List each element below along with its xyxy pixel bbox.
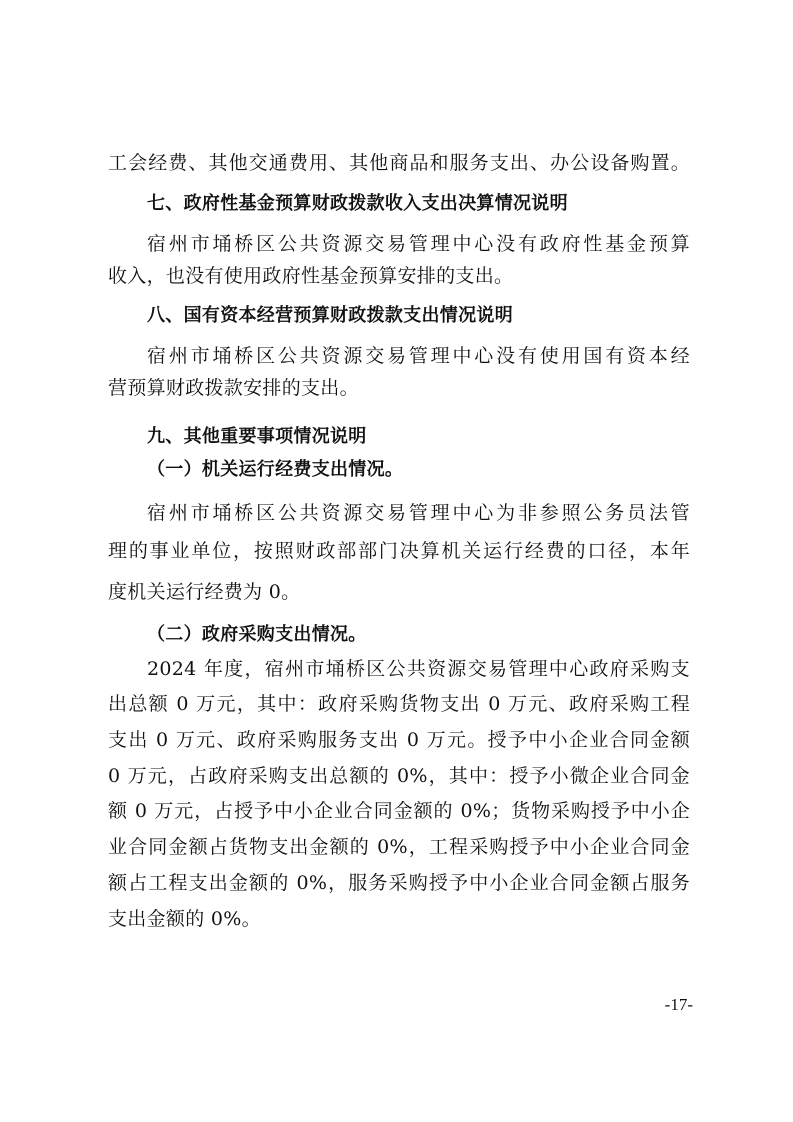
body-line: 营预算财政拨款安排的支出。 bbox=[108, 377, 359, 399]
subsection-heading-two: （二）政府采购支出情况。 bbox=[147, 624, 367, 645]
body-line: 宿州市埇桥区公共资源交易管理中心为非参照公务员法管 bbox=[147, 502, 690, 524]
body-line: 宿州市埇桥区公共资源交易管理中心没有使用国有资本经 bbox=[147, 345, 690, 367]
body-line: 理的事业单位，按照财政部部门决算机关运行经费的口径，本年 bbox=[108, 540, 690, 562]
body-line: 0 万元，占政府采购支出总额的 0%，其中：授予小微企业合同金 bbox=[108, 765, 690, 787]
body-line: 工会经费、其他交通费用、其他商品和服务支出、办公设备购置。 bbox=[108, 152, 690, 174]
section-heading-eight: 八、国有资本经营预算财政拨款支出情况说明 bbox=[147, 305, 513, 326]
body-line: 收入，也没有使用政府性基金预算安排的支出。 bbox=[108, 265, 514, 287]
body-line: 出总额 0 万元，其中：政府采购货物支出 0 万元、政府采购工程 bbox=[108, 693, 690, 715]
section-heading-seven: 七、政府性基金预算财政拨款收入支出决算情况说明 bbox=[147, 193, 568, 214]
body-line: 业合同金额占货物支出金额的 0%，工程采购授予中小企业合同金 bbox=[108, 836, 690, 858]
body-line: 支出 0 万元、政府采购服务支出 0 万元。授予中小企业合同金额 bbox=[108, 729, 690, 751]
section-heading-nine: 九、其他重要事项情况说明 bbox=[147, 426, 367, 447]
body-line: 2024 年度，宿州市埇桥区公共资源交易管理中心政府采购支 bbox=[147, 658, 690, 680]
subsection-heading-one: （一）机关运行经费支出情况。 bbox=[147, 459, 404, 480]
body-line: 支出金额的 0%。 bbox=[108, 908, 261, 930]
body-line: 额 0 万元，占授予中小企业合同金额的 0%；货物采购授予中小企 bbox=[108, 800, 690, 822]
body-line: 度机关运行经费为 0。 bbox=[108, 581, 301, 603]
body-line: 宿州市埇桥区公共资源交易管理中心没有政府性基金预算 bbox=[147, 233, 690, 255]
body-line: 额占工程支出金额的 0%，服务采购授予中小企业合同金额占服务 bbox=[108, 872, 690, 894]
page-number: -17- bbox=[664, 995, 693, 1014]
